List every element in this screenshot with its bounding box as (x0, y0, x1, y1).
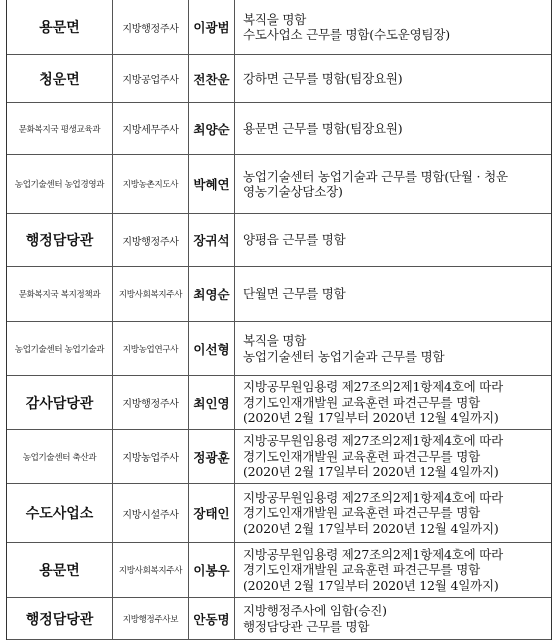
rank-text: 지방행정주사 (122, 23, 179, 35)
name-cell (189, 322, 235, 375)
rank-text: 지방사회복지주사 (118, 566, 183, 576)
duty-cell (235, 267, 551, 321)
table-row (7, 430, 551, 484)
table-row (7, 484, 551, 543)
duty-text (243, 71, 402, 87)
department-text: 행정담당관 (25, 233, 94, 249)
rank-text: 지방농업주사 (122, 453, 179, 464)
person-name: 정광훈 (193, 449, 230, 465)
duty-cell (235, 103, 551, 154)
duty-line: 강하면 근무를 명함(팀장요원) (243, 70, 403, 86)
name-cell (189, 103, 235, 154)
name-cell (189, 376, 235, 429)
appointment-table (6, 0, 552, 640)
name-cell (189, 0, 235, 54)
duty-cell (235, 155, 551, 213)
department-cell (7, 598, 113, 639)
rank-cell (113, 322, 189, 375)
rank-cell (113, 376, 189, 429)
department-text: 용문면 (39, 20, 80, 36)
department-text: 용문면 (39, 563, 80, 579)
department-text: 문화복지국 평생교육과 (18, 124, 101, 135)
rank-text: 지방행정주사보 (122, 614, 179, 625)
department-cell (7, 543, 113, 597)
table-row (7, 267, 551, 322)
department-text: 청운면 (39, 71, 80, 88)
department-text: 문화복지국 복지정책과 (18, 290, 101, 300)
duty-line: (2020년 2월 17일부터 2020년 12월 4일까지) (243, 410, 499, 426)
duty-line: 경기도인재개발원 교육훈련 파견근무를 명함 (243, 562, 480, 578)
duty-line: 행정담당관 근무를 명함 (243, 618, 370, 634)
rank-cell (113, 267, 189, 321)
duty-cell (235, 598, 551, 639)
duty-text (243, 169, 508, 200)
duty-line: 경기도인재개발원 교육훈련 파견근무를 명함 (243, 448, 480, 464)
duty-line: 지방공무원임용령 제27조의2제1항제4호에 따라 (243, 546, 504, 562)
department-cell (7, 55, 113, 102)
table-row (7, 0, 551, 55)
duty-line: 수도사업소 근무를 명함(수도운영팀장) (243, 27, 450, 42)
table-row (7, 543, 551, 598)
duty-line: 지방행정주사에 임함(승진) (243, 603, 387, 618)
duty-line: (2020년 2월 17일부터 2020년 12월 4일까지) (243, 464, 499, 480)
person-name: 안동명 (193, 611, 230, 627)
duty-text (243, 121, 402, 137)
table-row (7, 598, 551, 640)
duty-line: 지방공무원임용령 제27조의2제1항제4호에 따라 (243, 489, 504, 505)
table-row (7, 155, 551, 214)
rank-cell (113, 484, 189, 542)
duty-line: 양평읍 근무를 명함 (243, 232, 346, 248)
department-text: 농업기술센터 농업기술과 (14, 344, 105, 355)
duty-line: 농업기술센터 농업기술과 근무를 명함(단월 · 청운 (243, 168, 508, 184)
department-cell (7, 322, 113, 375)
duty-text (243, 333, 444, 364)
table-row (7, 322, 551, 376)
rank-cell (113, 430, 189, 483)
duty-line: 영농기술상담소장) (243, 184, 343, 199)
duty-cell (235, 322, 551, 375)
duty-line: 농업기술센터 농업기술과 근무를 명함 (243, 348, 445, 364)
duty-text (243, 12, 450, 43)
duty-cell (235, 376, 551, 429)
department-text: 농업기술센터 농업경영과 (14, 180, 105, 190)
person-name: 최인영 (193, 395, 230, 411)
name-cell (189, 267, 235, 321)
department-text: 감사담당관 (25, 395, 94, 412)
department-cell (7, 484, 113, 542)
duty-line: (2020년 2월 17일부터 2020년 12월 4일까지) (243, 520, 499, 536)
department-cell (7, 430, 113, 483)
department-cell (7, 103, 113, 154)
name-cell (189, 430, 235, 483)
duty-cell (235, 0, 551, 54)
duty-line: 경기도인재개발원 교육훈련 파견근무를 명함 (243, 505, 480, 521)
name-cell (189, 543, 235, 597)
rank-cell (113, 598, 189, 639)
rank-text: 지방농촌지도사 (122, 180, 179, 190)
name-cell (189, 155, 235, 213)
person-name: 장태인 (193, 506, 230, 521)
rank-cell (113, 103, 189, 154)
person-name: 최양순 (193, 121, 230, 137)
name-cell (189, 484, 235, 542)
duty-line: 지방공무원임용령 제27조의2제1항제4호에 따라 (243, 433, 504, 449)
duty-cell (235, 430, 551, 483)
duty-line: 복직을 명함 (243, 11, 307, 27)
duty-line: 지방공무원임용령 제27조의2제1항제4호에 따라 (243, 379, 504, 395)
duty-line: (2020년 2월 17일부터 2020년 12월 4일까지) (243, 577, 499, 593)
rank-text: 지방시설주사 (122, 509, 179, 521)
table-row (7, 55, 551, 103)
department-text: 수도사업소 (25, 506, 94, 522)
department-cell (7, 267, 113, 321)
duty-cell (235, 543, 551, 597)
duty-text (243, 286, 346, 302)
duty-line: 용문면 근무를 명함(팀장요원) (243, 120, 403, 136)
person-name: 최영순 (193, 287, 230, 302)
duty-text (243, 547, 503, 594)
person-name: 이선형 (193, 341, 230, 357)
rank-text: 지방사회복지주사 (118, 290, 183, 300)
rank-cell (113, 214, 189, 266)
rank-cell (113, 55, 189, 102)
department-cell (7, 376, 113, 429)
name-cell (189, 598, 235, 639)
rank-text: 지방농업연구사 (122, 344, 179, 355)
person-name: 박혜연 (193, 177, 230, 192)
person-name: 이봉우 (193, 563, 230, 578)
rank-cell (113, 0, 189, 54)
person-name: 장귀석 (193, 233, 230, 248)
duty-text (243, 232, 346, 248)
person-name: 이광범 (193, 20, 230, 35)
name-cell (189, 214, 235, 266)
rank-text: 지방행정주사 (122, 236, 179, 248)
department-cell (7, 155, 113, 213)
table-row (7, 376, 551, 430)
rank-text: 지방세무주사 (122, 125, 179, 136)
duty-text (243, 379, 503, 426)
department-cell (7, 214, 113, 266)
duty-cell (235, 484, 551, 542)
duty-line: 복직을 명함 (243, 333, 307, 348)
rank-text: 지방공업주사 (122, 75, 179, 86)
department-text: 행정담당관 (25, 611, 94, 628)
duty-text (243, 490, 503, 537)
department-text: 농업기술센터 축산과 (22, 452, 97, 463)
table-row (7, 214, 551, 267)
rank-text: 지방행정주사 (122, 399, 179, 410)
name-cell (189, 55, 235, 102)
duty-cell (235, 214, 551, 266)
department-cell (7, 0, 113, 54)
duty-text (243, 433, 503, 480)
duty-cell (235, 55, 551, 102)
duty-line: 경기도인재개발원 교육훈련 파견근무를 명함 (243, 394, 480, 410)
rank-cell (113, 543, 189, 597)
duty-text (243, 603, 387, 634)
duty-line: 단월면 근무를 명함 (243, 286, 346, 302)
person-name: 전찬운 (193, 71, 230, 87)
rank-cell (113, 155, 189, 213)
table-row (7, 103, 551, 155)
